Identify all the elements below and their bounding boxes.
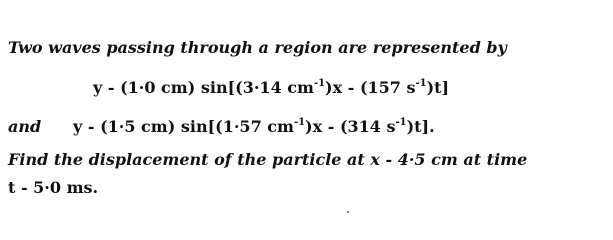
wave-equation-1 — [93, 78, 449, 98]
question-text: Find the displacement of the particle at x - 4·5 cm at time — [8, 150, 528, 169]
stray-mark — [347, 211, 349, 213]
equation-1-prefix: y - (1·0 cm) sin[(3·14 cm — [93, 78, 314, 97]
time-value-text: t - 5·0 ms. — [8, 178, 99, 197]
problem-intro-text: Two waves passing through a region are represented by — [8, 38, 507, 57]
equation-2-suffix: )t]. — [406, 117, 435, 136]
wave-equation-2 — [73, 117, 435, 137]
equation-2-exponent-2: -1 — [395, 117, 407, 128]
equation-2-middle: )x - (314 s — [305, 117, 396, 136]
equation-1-exponent-2: -1 — [415, 78, 427, 89]
equation-2-exponent-1: -1 — [293, 117, 306, 128]
equation-1-middle: )x - (157 s — [325, 78, 416, 97]
equation-1-exponent-1: -1 — [313, 78, 326, 89]
equation-2-prefix: y - (1·5 cm) sin[(1·57 cm — [73, 117, 294, 136]
connector-and: and — [8, 117, 42, 136]
equation-1-suffix: )t] — [426, 78, 450, 97]
